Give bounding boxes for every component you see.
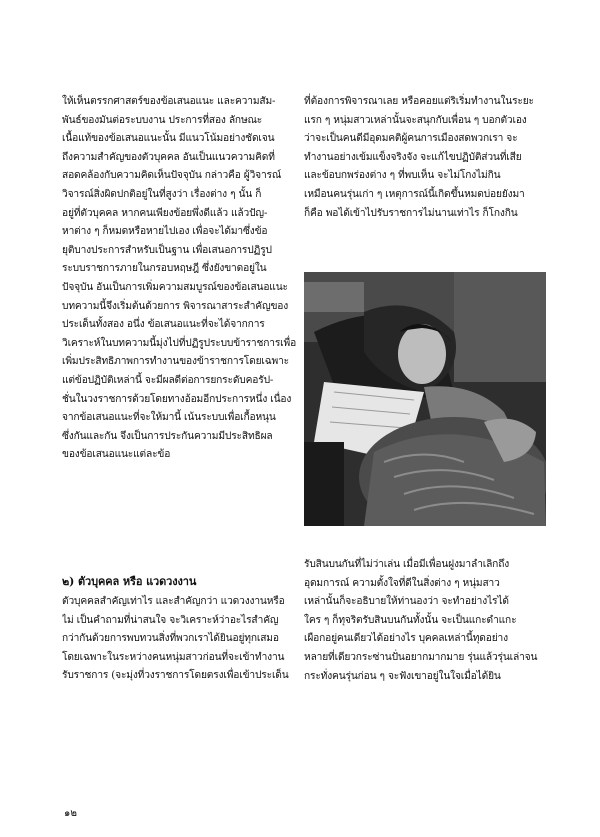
- text-line: อยู่ที่ตัวบุคคล หากคนเพียงข้อยพึ่งดีแล้ว แล้วปัญ-: [62, 207, 268, 219]
- text-line: เผือกอยู่คนเดียวได้อย่างไร บุคคลเหล่านี้ทุดอย่าง: [304, 633, 508, 645]
- text-line: วิเคราะห์ในบทความนี้มุ่งไปที่ปฏิรูประบบข้าราชการเพื่อ: [62, 337, 297, 349]
- text-line: ไม่ เป็นคำถามที่น่าสนใจ จะวิเคราะห์ว่าอะไรสำคัญ: [62, 614, 279, 626]
- text-line: ให้เห็นตรรกศาสตร์ของข้อเสนอแนะ และความสัม-: [62, 96, 276, 107]
- photo-graphic: [304, 272, 546, 526]
- text-line: ทำงานอย่างเข้มแข็งจริงจัง จะแก้ไขปฏิบัติส่วนที่เสีย: [304, 151, 522, 163]
- right-column-top-text: [304, 93, 544, 223]
- text-line: จากข้อเสนอแนะที่จะให้มานี้ เน้นระบบเพื่อเกื้อหนุน: [62, 412, 276, 424]
- text-line: รับราชการ (จะมุ่งที่วงราชการโดยตรงเพื่อเข้าประเด็น: [62, 670, 289, 682]
- text-line: หาต่าง ๆ ก็หมดหรือหายไปเอง เพื่อจะได้มาซึ่งข้อ: [62, 226, 268, 238]
- text-line: ถึงความสำคัญของตัวบุคคล อันเป็นแนวความคิดที่: [62, 151, 275, 163]
- page-number: ๑๒: [64, 808, 77, 819]
- text-line: ว่าจะเป็นคนดีมีอุดมคติผู้คนการเมืองสดพวกเรา จะ: [304, 133, 518, 145]
- text-line: แรก ๆ หนุ่มสาวเหล่านั้นจะสนุกกับเพื่อน ๆ บอกตัวเอง: [304, 114, 527, 126]
- text-line: ที่ต้องการพิจารณาเลย หรือคอยแต่ริเริ่มทำงานในระยะ: [304, 96, 534, 107]
- text-line: ใคร ๆ ก็ทุจริตรับสินบนกันทั้งนั้น จะเป็นแกะดำแกะ: [304, 614, 517, 626]
- text-line: หลายที่เดียวกระซ่านปั่นอยากมากมาย รุ่นแล้วรุ่นเล่าจน: [304, 651, 538, 663]
- text-line: ประเด็นทั้งสอง อนึ่ง ข้อเสนอแนะที่จะได้จากการ: [62, 319, 265, 331]
- right-column-bottom-text: [304, 556, 544, 686]
- text-line: เหล่านั้นก็จะอธิบายให้ท่านองว่า จะทำอย่างไรได้: [304, 596, 509, 608]
- text-line: แต่ข้อปฏิบัติเหล่านี้ จะมีผลดีต่อการยกระดับคอรัป-: [62, 374, 274, 386]
- text-line: อุดมการณ์ ความตั้งใจที่ดีในสิ่งต่าง ๆ หนุ่มสาว: [304, 577, 500, 589]
- left-column-bottom-text: [62, 593, 300, 686]
- text-line: ชั่นในวงราชการด้วยโดยทางอ้อมอีกประการหนึ่ง เนื่อง: [62, 393, 292, 405]
- text-line: ตัวบุคคลสำคัญเท่าไร และสำคัญกว่า แวดวงงานหรือ: [62, 596, 285, 607]
- text-line: กระทั่งคนรุ่นก่อน ๆ จะฟังเขาอยู่ในใจเมื่อได้ยิน: [304, 670, 501, 682]
- text-line: เพิ่มประสิทธิภาพการทำงานของข้าราชการโดยเฉพาะ: [62, 356, 289, 368]
- text-line: ยุติบางประการสำหรับเป็นฐาน เพื่อเสนอการปฏิรูป: [62, 244, 272, 256]
- text-line: ซึ่งกันและกัน จึงเป็นการประกันความมีประสิทธิผล: [62, 430, 273, 442]
- photograph: [304, 272, 546, 526]
- section-heading: ๒) ตัวบุคคล หรือ แวดวงงาน: [62, 575, 197, 588]
- text-line: พันธ์ของมันต่อระบบงาน ประการที่สอง ลักษณะ: [62, 114, 263, 126]
- text-line: ของข้อเสนอแนะแต่ละข้อ: [62, 449, 171, 461]
- text-line: รับสินบนกันที่ไม่ว่าเล่น เมื่อมีเพื่อนฝูงมาลำเลิกถึง: [304, 559, 510, 570]
- text-line: ระบบราชการภายในกรอบหฤษฎี ซึ่งยังขาดอยู่ใน: [62, 263, 267, 275]
- left-column-top-text: [62, 93, 300, 465]
- text-line: บทความนี้จึงเริ่มต้นด้วยการ พิจารณาสาระสำคัญของ: [62, 300, 289, 312]
- text-line: โดยเฉพาะในระหว่างคนหนุ่มสาวก่อนที่จะเข้าทำงาน: [62, 651, 285, 663]
- text-line: ก็คือ พอได้เข้าไปรับราชการไม่นานเท่าไร ก็โกงกิน: [304, 207, 518, 219]
- text-line: ปัจจุบัน อันเป็นการเพิ่มความสมบูรณ์ของข้อเสนอแนะ: [62, 281, 288, 293]
- text-line: กว่ากันด้วยการพบทวนสิ่งที่พวกเราได้ยินอยู่ทุกเสมอ: [62, 633, 279, 645]
- text-line: สอดคล้องกับความคิดเห็นปัจจุบัน กล่าวคือ ผู้วิจารณ์: [62, 170, 282, 182]
- text-line: และข้อบกพร่องต่าง ๆ ที่พบเห็น จะไม่โกงไม่กิน: [304, 170, 501, 182]
- text-line: เนื้อแท้ของข้อเสนอแนะนั้น มีแนวโน้มอย่างชัดเจน: [62, 133, 275, 145]
- text-line: วิจารณ์สิ่งผิดปกติอยู่ในที่สูงว่า เรื่องต่าง ๆ นั้น ก็: [62, 188, 262, 200]
- text-line: เหมือนคนรุ่นเก่า ๆ เหตุการณ์นี้เกิดขึ้นหมดบ่อยยังมา: [304, 188, 525, 200]
